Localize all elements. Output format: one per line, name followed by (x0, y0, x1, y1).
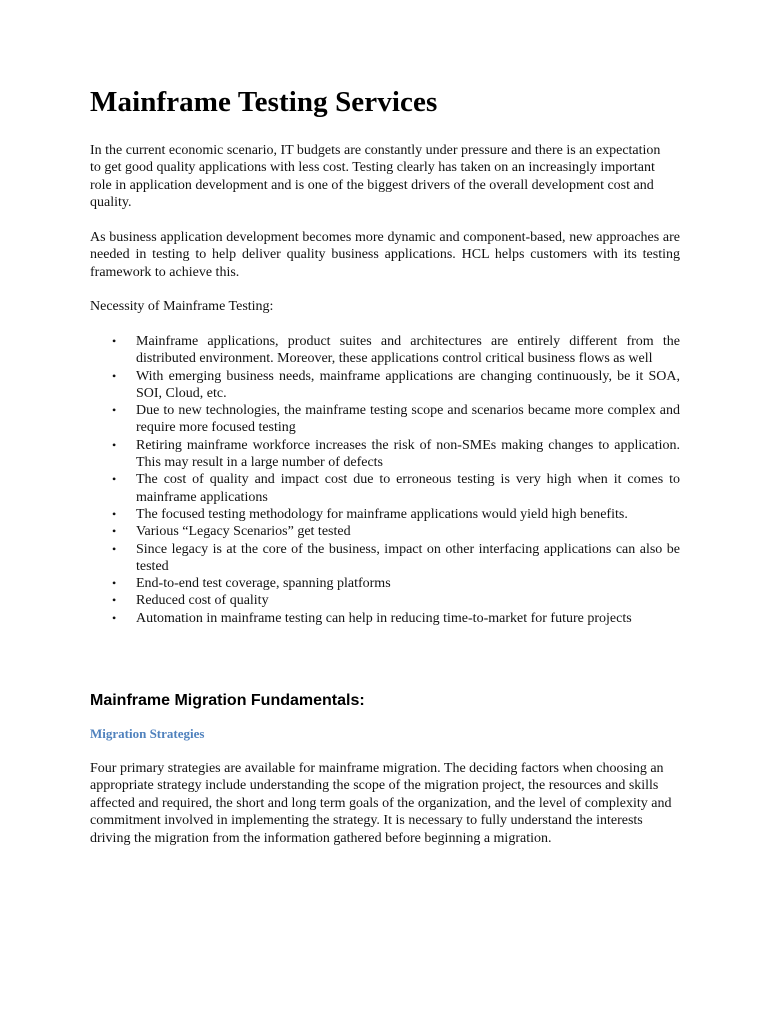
bullet-icon: • (112, 368, 117, 383)
bullet-icon: • (112, 524, 117, 539)
list-item (90, 437, 680, 472)
list-item-text: The cost of quality and impact cost due to erroneous testing is very high when it comes to mainframe applications (136, 472, 680, 505)
list-item-text: Various “Legacy Scenarios” get tested (136, 524, 351, 540)
intro-paragraph-1: In the current economic scenario, IT budgets are constantly under pressure and there is an expectation to get good quality applications with less cost. Testing clearly has taken on an increasingly important role in application development and is one of the biggest drivers of the overall development cost and quality. (90, 143, 661, 211)
bullet-icon: • (112, 403, 117, 418)
list-item-text: Mainframe applications, product suites and architectures are entirely different from the distributed environment. Moreover, these applications control critical business flows as well (136, 334, 680, 367)
bullet-icon: • (112, 576, 117, 591)
list-item (90, 402, 680, 437)
list-item-text: End-to-end test coverage, spanning platforms (136, 576, 391, 592)
subsection-heading-migration-strategies: Migration Strategies (90, 726, 205, 741)
list-item (90, 610, 680, 627)
list-item (90, 368, 680, 403)
list-item-text: Automation in mainframe testing can help in reducing time-to-market for future projects (136, 610, 632, 626)
bullet-icon: • (112, 472, 117, 487)
list-item-text: The focused testing methodology for mainframe applications would yield high benefits. (136, 506, 628, 522)
list-item-text: Retiring mainframe workforce increases the risk of non-SMEs making changes to application. This may result in a large number of defects (136, 437, 680, 471)
list-item-text: With emerging business needs, mainframe applications are changing continuously, be it SOA, SOI, Cloud, etc. (136, 368, 680, 401)
list-item (90, 575, 680, 592)
intro-paragraph-2: As business application development becomes more dynamic and component-based, new approaches are needed in testing to help deliver quality business applications. HCL helps customers with its testing framework to achieve this. (90, 230, 680, 280)
list-item (90, 541, 680, 576)
page-title: Mainframe Testing Services (90, 86, 438, 118)
list-item-text: Reduced cost of quality (136, 593, 269, 609)
bullet-icon: • (112, 610, 117, 625)
bullet-icon: • (112, 334, 117, 348)
list-item (90, 523, 680, 540)
necessity-label: Necessity of Mainframe Testing: (90, 299, 274, 314)
bullet-icon: • (112, 593, 117, 608)
bullet-icon: • (112, 506, 117, 521)
necessity-bullet-list (90, 333, 680, 627)
bullet-icon: • (112, 541, 117, 556)
list-item-text: Due to new technologies, the mainframe testing scope and scenarios became more complex and require more focused testing (136, 403, 680, 436)
list-item (90, 592, 680, 609)
list-item (90, 471, 680, 506)
migration-strategies-paragraph: Four primary strategies are available for mainframe migration. The deciding factors when choosing an appropriate strategy include understanding the scope of the migration project, the resources and skills affected and required, the short and long term goals of the organization, and the level of complexity and commitment involved in implementing the strategy. It is necessary to fully understand the interests driving the migration from the information gathered before beginning a migration. (90, 761, 672, 846)
list-item (90, 506, 680, 523)
bullet-icon: • (112, 437, 117, 452)
list-item-text: Since legacy is at the core of the business, impact on other interfacing applications can also be tested (136, 541, 680, 574)
section-heading-migration-fundamentals: Mainframe Migration Fundamentals: (90, 692, 365, 709)
list-item (90, 333, 680, 368)
